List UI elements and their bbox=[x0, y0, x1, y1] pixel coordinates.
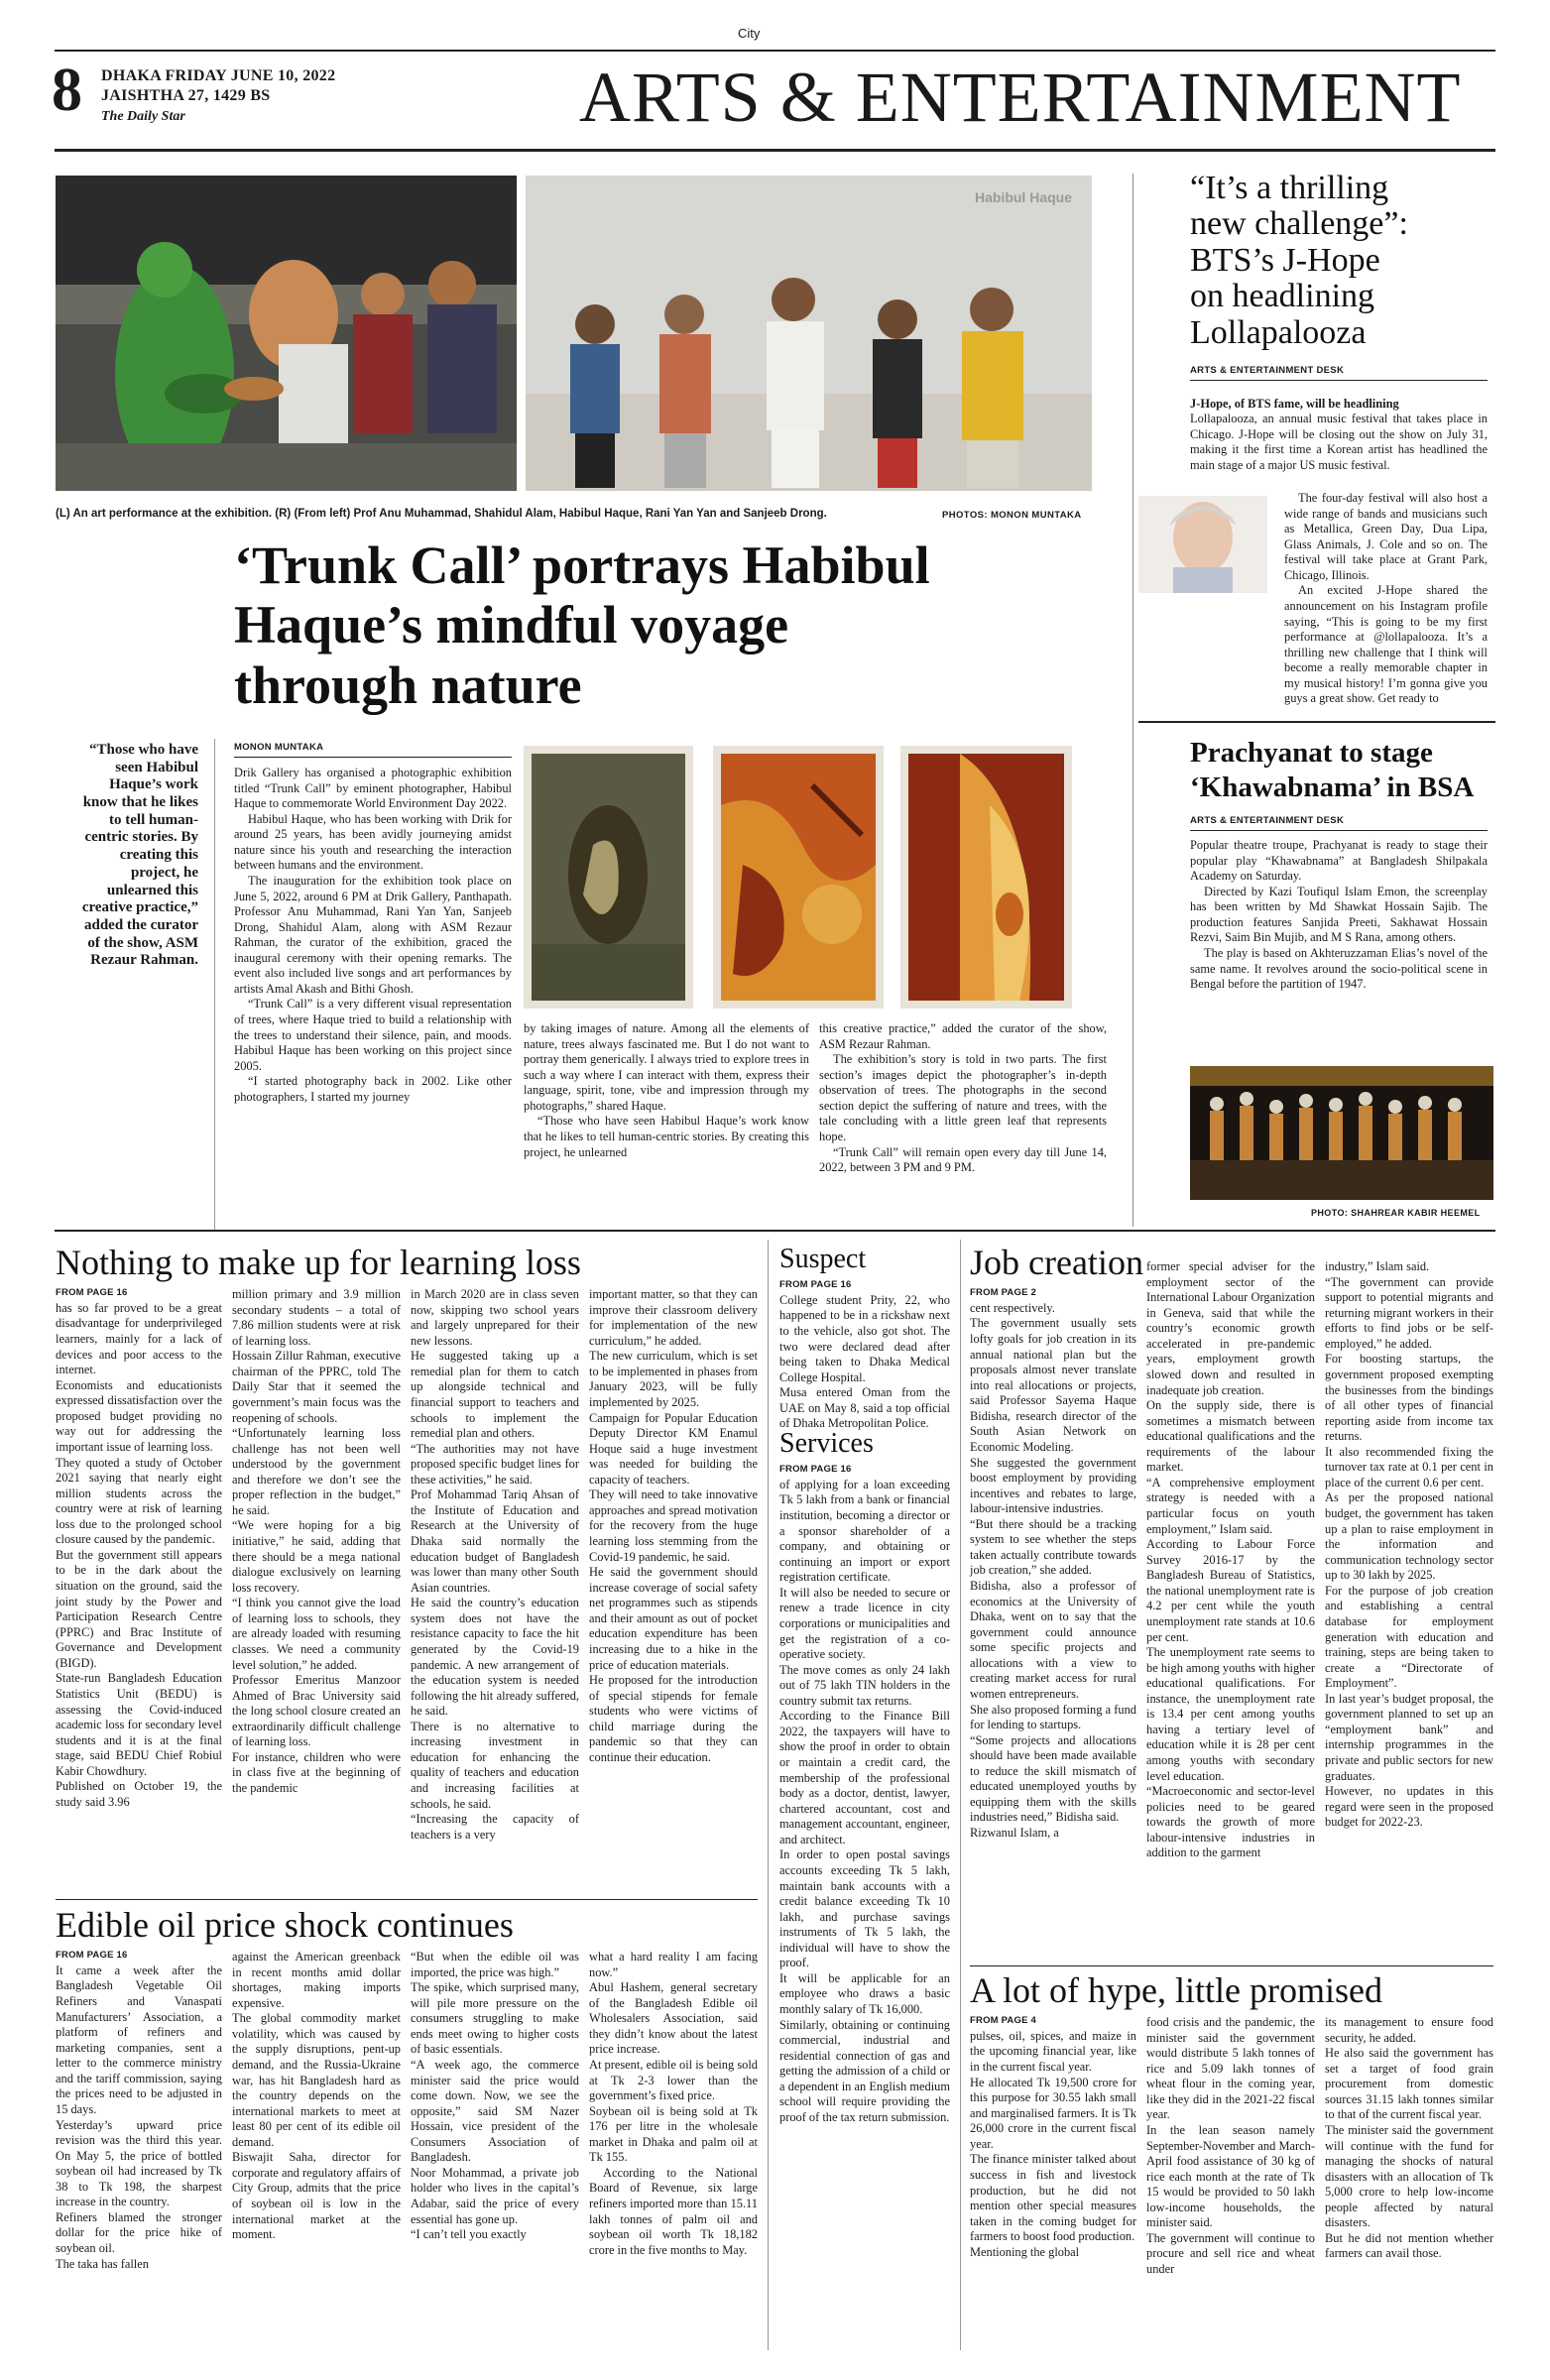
oil-text: It came a week after the Bangladesh Vegetable Oil Refiners and Vanaspati Manufacturers’ Association, a platform of refiners and marketing companies, sent a letter to the commerce ministry and the tariff commission, saying the prices need to be adjusted in 15 days. Yesterday’s upward price revision was the third this year. On May 5, the price of bottled soybean oil had increased by Tk 38 to Tk 198, the sharpest increase in the country. Refiners blamed the stronger dollar for the price hike of soybean oil. The taka has fallen bbox=[56, 1963, 222, 2271]
oil-col-1 bbox=[56, 1950, 222, 2272]
paragraph: Directed by Kazi Toufiqul Islam Emon, the screenplay has been written by Md Shawkat Hossain Sajib. The production features Sanjida Preeti, Sakhawat Hossain Rezvi, Saim Bin Mujib, and M S Rana, among others. bbox=[1190, 884, 1488, 945]
bts-desk-rule bbox=[1190, 380, 1488, 381]
paragraph: Popular theatre troupe, Prachyanat is ready to stage their popular play “Khawabnama” at Bangladesh Shilpakala Academy on Saturday. bbox=[1190, 838, 1488, 884]
paragraph: Lollapalooza, an annual music festival that takes place in Chicago. J-Hope will be closing out the show on July 31, making it the first time a Korean artist has headlined the main stage of a major US music festival. bbox=[1190, 412, 1488, 472]
learning-col-4: important matter, so that they can improve their classroom delivery for implementation of the new curriculum,” he added. The new curriculum, which is set to be implemented in phases from January 2023, will be fully implemented by 2025. Campaign for Popular Education Deputy Director KM Enamul Hoque said a huge investment was needed for building the capacity of teachers. They will need to take innovative approaches and spread motivation for the recovery from the huge learning loss stemming from the Covid-19 pandemic, he said. He said the government should increase coverage of social safety net programmes such as stipends and their amount as out of pocket education expenditure has been increasing due to a hike in the price of education materials. He proposed for the introduction of special stipends for female students who were victims of child marriage during the pandemic so that they can continue their education. bbox=[589, 1287, 758, 1764]
jhope-portrait bbox=[1138, 496, 1267, 593]
tree-photo-2 bbox=[713, 746, 884, 1009]
bts-body bbox=[1190, 412, 1488, 473]
suspect-col bbox=[779, 1279, 950, 1432]
lead-caption: (L) An art performance at the exhibition. (R) (From left) Prof Anu Muhammad, Shahidul Alam, Habibul Haque, Rani Yan Yan and Sanjeeb Drong. bbox=[56, 508, 827, 520]
jobs-headline: Job creation bbox=[970, 1243, 1143, 1282]
masthead-top-rule bbox=[55, 50, 1495, 52]
bts-headline bbox=[1190, 171, 1408, 351]
paragraph: An excited J-Hope shared the announcement on his Instagram profile saying, “This is going to be my first performance at @lollapalooza. It’s a thrilling new challenge that I think will become a really memorable chapter in my musical history! I’m gonna give you guys a great show. Get ready to bbox=[1284, 583, 1488, 706]
from-page-label: FROM PAGE 4 bbox=[970, 2015, 1036, 2026]
page-number: 8 bbox=[52, 57, 82, 124]
from-page-label: FROM PAGE 16 bbox=[779, 1279, 852, 1290]
paragraph: Habibul Haque, who has been working with Drik for around 25 years, has been avidly journeying amidst nature since his youth and researching the interaction between humans and the environment. bbox=[234, 811, 512, 873]
jobs-text: cent respectively. The government usually sets lofty goals for job creation in its annual national plan but the proposals almost never translate into real allocations or projects, said Professor Sayema Haque Bidisha, research director of the South Asian Network on Economic Modeling. She suggested the government boost employment by providing incentives and rebates to large, labour-intensive industries. “But there should be a tracking system to see whether the steps taken actually contribute towards job creation,” she added. Bidisha, also a professor of economics at the University of Dhaka, went on to say that the government could announce some specific projects and allocations with a view to creating market access for rural women entrepreneurs. She also proposed forming a fund for lending to startups. “Some projects and allocations should have been made available to reduce the skill mismatch of educated unemployed youths by equipping them with the skills industries need,” Bidisha said. Rizwanul Islam, a bbox=[970, 1300, 1136, 1841]
learning-col-2: million primary and 3.9 million secondary students – a total of 7.86 million students were at risk of learning loss. Hossain Zillur Rahman, executive chairman of the PPRC, told The Daily Star that it seemed the government’s main focus was the reopening of schools. “Unfortunately learning loss challenge has not been well understood by the government and therefore we don’t see the proper reflection in the budget,” he said. “We were hoping for a big initiative,” he said, adding that there should be a mega national dialogue exclusively on learning loss recovery. “I think you cannot give the load of learning loss to schools, they are already loaded with resuming classes. We need a community level solution,” he added. Professor Emeritus Manzoor Ahmed of Brac University said the long school closure created an extraordinarily difficult challenge of learning loss. For instance, children who were in class five at the beginning of the pandemic bbox=[232, 1287, 401, 1795]
masthead-bottom-rule bbox=[55, 149, 1495, 152]
bts-body-wrap bbox=[1284, 491, 1488, 707]
services-col bbox=[779, 1464, 950, 2126]
oil-top-rule bbox=[56, 1899, 758, 1900]
sidebar-section-rule bbox=[1138, 721, 1495, 723]
hype-top-rule bbox=[970, 1965, 1493, 1966]
oil-col-3: “But when the edible oil was imported, the price was high.” The spike, which surprised many, will pile more pressure on the consumers struggling to make ends meet owing to higher costs of basic essentials. “A week ago, the commerce minister said the price would come down. Now, we see the opposite,” said SM Nazer Hossain, vice president of the Consumers Association of Bangladesh. Noor Mohammad, a private job holder who lives in the capital’s Adabar, said the price of every essential has gone up. “I can’t tell you exactly bbox=[411, 1950, 579, 2242]
section-title: ARTS & ENTERTAINMENT bbox=[579, 58, 1462, 137]
oil-col-4 bbox=[589, 1950, 758, 2258]
bts-headline-line: on headlining bbox=[1190, 278, 1375, 315]
paragraph: by taking images of nature. Among all the elements of nature, trees always fascinated me. But I do not want to portray them generically. I always tried to explore trees in such a way where I can interact with them, express their language, spirit, tone, vibe and impression through my photographs,” shared Haque. bbox=[524, 1021, 809, 1113]
paragraph: this creative practice,” added the curator of the show, ASM Rezaur Rahman. bbox=[819, 1021, 1107, 1051]
hype-col-2: food crisis and the pandemic, the minister said the government would distribute 5 lakh tonnes of rice and 5.09 lakh tonnes of wheat flour in the coming year, like they did in the 2021-22 fiscal year. In the lean season namely September-November and March-April food assistance of 30 kg of rice each month at the rate of Tk 15 would be provided to 50 lakh low-income households, the minister said. The government will continue to procure and sell rice and wheat under bbox=[1146, 2015, 1315, 2276]
hype-col-1 bbox=[970, 2015, 1136, 2260]
column-divider bbox=[960, 1240, 961, 2350]
bts-headline-line: BTS’s J-Hope bbox=[1190, 241, 1380, 279]
prachyanat-desk-rule bbox=[1190, 830, 1488, 831]
lead-photo-left bbox=[56, 176, 517, 491]
bts-lead-line: J-Hope, of BTS fame, will be headlining bbox=[1190, 397, 1399, 411]
bts-headline-line: “It’s a thrilling bbox=[1190, 170, 1389, 206]
lead-headline-line: ‘Trunk Call’ portrays Habibul bbox=[234, 536, 930, 595]
oil-text-continued: According to the National Board of Revenue, six large refiners imported more than 15.11 lakh tonnes of palm oil and soybean oil worth Tk 18,182 crore in the five months to May. bbox=[589, 2165, 758, 2257]
suspect-text: College student Prity, 22, who happened to be in a rickshaw next to the vehicle, also got shot. The two were declared dead after being taken to Dhaka Medical College Hospital. Musa entered Oman from the UAE on May 8, said a top official of Dhaka Metropolitan Police. bbox=[779, 1292, 950, 1431]
bangla-date: JAISHTHA 27, 1429 BS bbox=[101, 87, 271, 104]
from-page-label: FROM PAGE 16 bbox=[56, 1287, 128, 1298]
lead-photo-credit: PHOTOS: MONON MUNTAKA bbox=[942, 510, 1082, 521]
lead-headline bbox=[234, 536, 930, 715]
bts-desk: ARTS & ENTERTAINMENT DESK bbox=[1190, 365, 1345, 376]
photo-wall-text: Habibul Haque bbox=[974, 189, 1072, 205]
lower-section-rule bbox=[55, 1230, 1495, 1232]
byline: MONON MUNTAKA bbox=[234, 742, 324, 753]
from-page-label: FROM PAGE 2 bbox=[970, 1287, 1036, 1298]
learning-headline: Nothing to make up for learning loss bbox=[56, 1243, 581, 1282]
oil-text: what a hard reality I am facing now.” Abul Hashem, general secretary of the Bangladesh Edible oil Wholesalers Association, said they didn’t know about the latest price increase. At present, edible oil is being sold at Tk 2-3 lower than the government’s fixed price. Soybean oil is being sold at Tk 176 per litre in the wholesale market in Dhaka and palm oil at Tk 155. bbox=[589, 1950, 758, 2165]
services-text: of applying for a loan exceeding Tk 5 lakh from a bank or financial institution, becoming a director or a sponsor shareholder of a company, and obtaining or continuing an import or export registration certificate. It will also be needed to secure or renew a trade licence in city corporations or municipalities and get the registration of a co-operative society. The move comes as only 24 lakh out of 75 lakh TIN holders in the country submit tax returns. According to the Finance Bill 2022, the taxpayers will have to show the proof in order to obtain or maintain a credit card, the membership of the professional body as a doctor, dentist, lawyer, chartered accountant, cost and management accountant, engineer, and architect. In order to open postal savings accounts exceeding Tk 5 lakh, maintain bank accounts with a credit balance exceeding Tk 10 lakh, and purchase savings instruments of Tk 5 lakh, the individual will have to show the proof. It will be applicable for an employee who draws a basic monthly salary of Tk 16,000. Similarly, obtaining or continuing commercial, industrial and residential connection of gas and getting the admission of a child or a dependent in an English medium school will require providing the proof of the tax return submission. bbox=[779, 1477, 950, 2124]
prachyanat-headline-line: Prachyanat to stage bbox=[1190, 737, 1433, 769]
byline-rule bbox=[234, 757, 512, 758]
prachyanat-credit: PHOTO: SHAHREAR KABIR HEEMEL bbox=[1311, 1208, 1481, 1218]
bts-headline-line: Lollapalooza bbox=[1190, 313, 1367, 351]
lead-headline-line: through nature bbox=[234, 654, 582, 715]
oil-headline: Edible oil price shock continues bbox=[56, 1905, 514, 1945]
paragraph: The four-day festival will also host a wide range of bands and musicians such as Metallica, Green Day, Dua Lipa, Glass Animals, J. Cole and so on. The festival will take place at Grant Park, Chicago, Illinois. bbox=[1284, 491, 1488, 582]
paragraph: The inauguration for the exhibition took place on June 5, 2022, around 6 PM at Drik Gallery, Panthapath. Professor Anu Muhammad, Rani Yan Yan, Sanjeeb Drong, Shahidul Alam, along with ASM Rezaur Rahman, the curator of the exhibition, graced the inaugural ceremony with their opening remarks. The event also included live songs and art performances by artists Amal Akash and Bithi Ghosh. bbox=[234, 873, 512, 996]
paragraph: “Trunk Call” will remain open every day till June 14, 2022, between 3 PM and 9 PM. bbox=[819, 1144, 1107, 1175]
paragraph: The play is based on Akhteruzzaman Elias’s novel of the same name. It revolves around the socio-political scene in Bengal before the partition of 1947. bbox=[1190, 945, 1488, 992]
paragraph: “Those who have seen Habibul Haque’s work know that he likes to tell human-centric stories. By creating this project, he unlearned bbox=[524, 1114, 809, 1159]
date-line: DHAKA FRIDAY JUNE 10, 2022 bbox=[101, 67, 336, 84]
prachyanat-desk: ARTS & ENTERTAINMENT DESK bbox=[1190, 815, 1345, 826]
paragraph: “I started photography back in 2002. Like other photographers, I started my journey bbox=[234, 1074, 512, 1104]
hype-col-3: its management to ensure food security, he added. He also said the government has set a target of food grain procurement from domestic sources 31.15 lakh tonnes similar to that of the current fiscal year. The minister said the government will continue with the fund for managing the shocks of natural disasters with an allocation of Tk 5,000 crore to help low-income people affected by natural disasters. But he did not mention whether farmers can avail those. bbox=[1325, 2015, 1493, 2261]
prachyanat-headline bbox=[1190, 736, 1474, 805]
lead-body-col-1 bbox=[234, 766, 512, 1105]
from-page-label: FROM PAGE 16 bbox=[56, 1950, 128, 1961]
pullquote-divider bbox=[214, 739, 215, 1230]
hype-headline: A lot of hype, little promised bbox=[970, 1970, 1382, 2010]
jobs-col-3: industry,” Islam said. “The government can provide support to potential migrants and returning migrant workers in their efforts to find jobs or be self-employed,” he added. For boosting startups, the government proposed exempting the businesses from the bindings of all other types of financial reporting aside from income tax returns. It also recommended fixing the turnover tax rate at 0.1 per cent in place of the current 0.6 per cent. As per the proposed national budget, the government has taken up a plan to raise employment in the information and communication technology sector up to 30 lakh by 2025. For the purpose of job creation and establishing a central database for employment generation with education and training, steps are being taken to create a “Directorate of Employment”. In last year’s budget proposal, the government planned to set up an “employment bank” and internship programmes in the private and public sectors for new graduates. However, no updates in this regard were seen in the proposed budget for 2022-23. bbox=[1325, 1259, 1493, 1830]
tree-photo-1 bbox=[524, 746, 693, 1009]
paper-name-logo: The Daily Star bbox=[101, 109, 185, 124]
prachyanat-stage-photo bbox=[1190, 1066, 1493, 1200]
hype-text: pulses, oil, spices, and maize in the upcoming financial year, like in the current fiscal year. He allocated Tk 19,500 crore for this purpose for 30.55 lakh small and marginalised farmers. It is Tk 26,000 crore in the current fiscal year. The finance minister talked about success in fish and livestock production, but he did not mention other special measures taken in the coming budget for farmers to boost food production. Mentioning the global bbox=[970, 2028, 1136, 2259]
prachyanat-headline-line: ‘Khawabnama’ in BSA bbox=[1190, 771, 1475, 803]
section-tag: City bbox=[738, 26, 761, 41]
jobs-col-2: former special adviser for the employment sector of the International Labour Organization in Geneva, said that while the country’s economic growth accelerated in pre-pandemic years, employment growth slowed down and resulted in inadequate job creation. On the supply side, there is sometimes a mismatch between educational qualifications and the requirements of the labour market. “A comprehensive employment strategy is needed with a particular focus on youth employment,” Islam said. According to Labour Force Survey 2016-17 by the Bangladesh Bureau of Statistics, the national unemployment rate is 4.2 per cent while the youth unemployment rate stands at 10.6 per cent. The unemployment rate seems to be high among youths with higher educational qualifications. For instance, the unemployment rate is 13.4 per cent among youths having a tertiary level of education while it is 28 per cent among youths with secondary level education. “Macroeconomic and sector-level policies need to be geared towards the growth of more labour-intensive industries in addition to the garment bbox=[1146, 1259, 1315, 1860]
services-headline: Services bbox=[779, 1428, 874, 1459]
lead-photo-right bbox=[526, 176, 1092, 491]
lead-headline-line: Haque’s mindful voyage bbox=[234, 595, 789, 655]
column-divider bbox=[768, 1240, 769, 2350]
lead-body-col-3 bbox=[819, 1021, 1107, 1176]
learning-col-3: in March 2020 are in class seven now, skipping two school years and largely unprepared for their new lessons. He suggested taking up a remedial plan for them to catch up alongside technical and financial support to teachers and schools to implement the remedial plan and others. “The authorities may not have proposed specific budget lines for these activities,” he said. Prof Mohammad Tariq Ahsan of the Institute of Education and Research at the University of Dhaka said normally the education budget of Bangladesh was lower than many other South Asian countries. He said the country’s education system does not have the resistance capacity to face the hit generated by the Covid-19 pandemic. A new arrangement of the education system is needed following the hit already suffered, he said. There is no alternative to increasing investment in education for enhancing the quality of teachers and education and increasing facilities at schools, he said. “Increasing the capacity of teachers is a very bbox=[411, 1287, 579, 1842]
pullquote: “Those who have seen Habibul Haque’s work know that he likes to tell human-centric stories. By creating this project, he unlearned this creative practice,” added the curator of the show, ASM Rezaur Rahman. bbox=[81, 742, 198, 969]
jobs-col-1 bbox=[970, 1287, 1136, 1842]
learning-text: has so far proved to be a great disadvantage for underprivileged learners, mainly for a lack of devices and poor access to the internet. Economists and educationists expressed dissatisfaction over the proposed budget providing no way out for addressing the important issue of learning loss. They quoted a study of October 2021 saying that nearly eight million students across the country were at risk of learning loss due to the prolonged school closure caused by the pandemic. But the government still appears to be in the dark about the situation on the ground, said the joint study by the Power and Participation Research Centre (PPRC) and Brac Institute of Governance and Development (BIGD). State-run Bangladesh Education Statistics Unit (BEDU) is assessing the Covid-induced academic loss for secondary level students and it is at the final stage, said BEDU Chief Robiul Kabir Chowdhury. Published on October 19, the study said 3.96 bbox=[56, 1300, 222, 1809]
prachyanat-body bbox=[1190, 838, 1488, 993]
lead-body-col-2 bbox=[524, 1021, 809, 1160]
paragraph: The exhibition’s story is told in two parts. The first section’s images depict the photographer’s in-depth observation of trees. The photographs in the second section depict the suffering of nature and trees, with the tale concluding with a little green leaf that represents hope. bbox=[819, 1052, 1107, 1143]
from-page-label: FROM PAGE 16 bbox=[779, 1464, 852, 1475]
paragraph: “Trunk Call” is a very different visual representation of trees, where Haque tried to build a relationship with the trees to understand their silence, pain, and moods. Habibul Haque has been working on this project since 2005. bbox=[234, 997, 512, 1073]
bts-headline-line: new challenge”: bbox=[1190, 205, 1408, 243]
paragraph: Drik Gallery has organised a photographic exhibition titled “Trunk Call” by eminent photographer, Habibul Haque to commemorate World Environment Day 2022. bbox=[234, 766, 512, 811]
learning-col-1 bbox=[56, 1287, 222, 1810]
oil-col-2: against the American greenback in recent months amid dollar shortages, making imports expensive. The global commodity market volatility, which was caused by the supply disruptions, pent-up demand, and the Russia-Ukraine war, has hit Bangladesh hard as the country depends on the international markets to meet at least 80 per cent of its edible oil demand. Biswajit Saha, director for corporate and regulatory affairs of City Group, admits that the price of soybean oil is low in the international market at the moment. bbox=[232, 1950, 401, 2242]
tree-photo-3 bbox=[900, 746, 1072, 1009]
suspect-headline: Suspect bbox=[779, 1244, 867, 1274]
